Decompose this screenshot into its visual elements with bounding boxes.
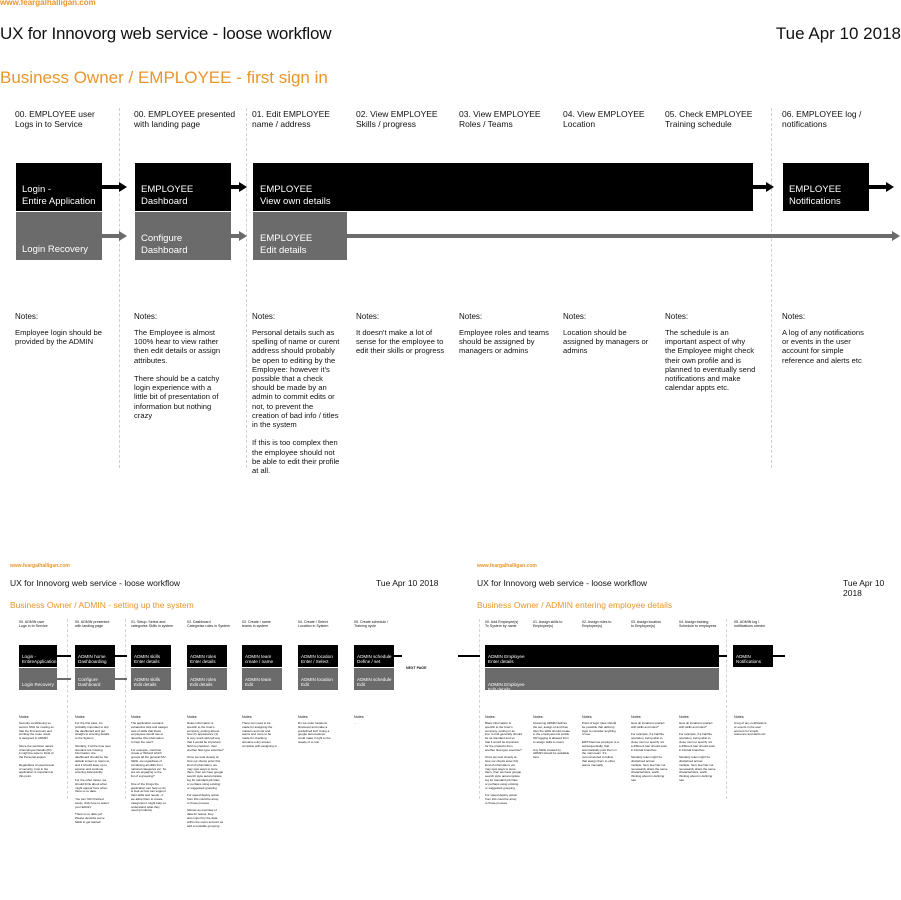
panel-note: Roles information is specific to the User's company, putting almost how it's appearance (1) is very stuck with tell any that it would be important field so practical - then another flow-type exercise? Once we look closely at how our clients enter this kind of information, we may spot ways to store them, then we have google search style autocomplete log for standard job titles or perhaps using existing or suggested grouping For speed deploy option from this could be array to those process SHows an overview of data for teams, they also import by the data within the users account as add a reusable grouping — [187, 721, 224, 828]
arrow-line — [458, 655, 480, 657]
step-header-landing: 00. EMPLOYEE presented with landing page — [134, 109, 236, 129]
panel-notes-heading: Notes: — [631, 715, 642, 719]
column-divider — [771, 108, 772, 468]
panel-notes-heading: Notes: — [679, 715, 690, 719]
panel-bar[interactable] — [485, 668, 719, 693]
panel-title: UX for Innovorg web service - loose workflow — [10, 578, 181, 588]
note-location: Location should be assigned by managers or admins — [563, 328, 649, 356]
panel-notes-heading: Notes: — [131, 715, 142, 719]
note-landing: The Employee is almost 100% hear to view rather then edit details or assign attributes. There should be a catchy login experience with a little bit of presentation of information but nothing crazy — [134, 328, 221, 420]
edit-details-bar-label: EMPLOYEE Edit details — [260, 233, 313, 256]
column-divider — [246, 108, 247, 468]
panel-step: 02. Dashboard Categorise roles in System — [187, 620, 230, 629]
panel-note: ... — [354, 721, 357, 725]
arrow-line — [57, 655, 71, 657]
arrow-line — [102, 185, 119, 189]
panel-bar[interactable] — [19, 668, 57, 690]
panel-bar[interactable] — [131, 645, 171, 667]
panel-bar-label: Login Recovery — [22, 682, 54, 687]
arrow-line — [102, 234, 119, 238]
notes-heading: Notes: — [252, 312, 276, 321]
document-date: Tue Apr 10 2018 — [775, 24, 901, 43]
step-header-notifications: 06. EMPLOYEE log / notifications — [782, 109, 862, 129]
panel-bar[interactable] — [485, 645, 719, 667]
panel-note: Security-conditioning so secure SSO for costing so that the first account and working the route result is assigned to ADMIN Since the sensitive nature of Employee Details (ID) it might be wise to think of the Personal aspect. Regardless of usual levels of security, trust in the application is important at this point. — [19, 721, 55, 779]
section-title: Business Owner / EMPLOYEE - first sign in — [0, 68, 328, 87]
login-recovery-bar[interactable] — [16, 212, 102, 260]
panel-notes-heading: Notes: — [19, 715, 30, 719]
panel-note: The application contains exhaustive lists and categor sets of skills that these employees would use to describe this information to help the user? For example, could we create a 'Wizard' which groups all the general DIV Skills, etc regardless of containing all skills from national categories etc. So are we engaging to the list of a grouping? One of the things the application can help us do is look at how can support their skills and needs - if we allow them to create categories it might help us understand what they need (products) — [131, 721, 169, 813]
login-bar[interactable] — [16, 163, 102, 211]
panel-bar[interactable] — [733, 645, 773, 667]
panel-step: 04. Create / Select Location in System — [298, 620, 329, 629]
notes-heading: Notes: — [356, 312, 380, 321]
notes-heading: Notes: — [459, 312, 483, 321]
panel-notes-heading: Notes: — [533, 715, 544, 719]
notes-heading: Notes: — [563, 312, 587, 321]
note-login: Employee login should be provided by the ADMIN — [15, 328, 102, 347]
panel-notes-heading: Notes: — [242, 715, 253, 719]
arrow-line — [347, 234, 892, 238]
arrow-line — [869, 185, 886, 189]
panel-bar-label: ADMIN Employee Enter details — [488, 654, 525, 665]
login-recovery-bar-label: Login Recovery — [22, 244, 89, 255]
panel-step: 00. ADMIN user Logs in to Service — [19, 620, 48, 629]
step-header-training: 05. Check EMPLOYEE Training schedule — [665, 109, 753, 129]
panel-notes-heading: Notes: — [75, 715, 86, 719]
notes-heading: Notes: — [665, 312, 689, 321]
view-details-bar-label: EMPLOYEE View own details — [260, 184, 331, 207]
notes-heading: Notes: — [782, 312, 806, 321]
panel-bar[interactable] — [298, 645, 338, 667]
panel-bar-label: ADMIN Employee Edit details — [488, 682, 525, 693]
panel-note: Point of logic roles should be possible that defining logic to consider anything of use. EDIT/Hermes employer is a subsequentially, that automatically puts them in the main team. It's recommended to follow that assign them to other teams manually — [582, 721, 619, 767]
panel-notes-heading: Notes: — [485, 715, 496, 719]
arrow-line — [394, 655, 402, 657]
arrow-line — [773, 655, 785, 657]
panel-section-title: Business Owner / ADMIN - setting up the system — [10, 600, 194, 610]
notes-heading: Notes: — [15, 312, 39, 321]
arrow-right-icon — [119, 231, 127, 241]
panel-admin-setup — [10, 563, 440, 900]
arrow-right-icon — [239, 182, 247, 192]
panel-bar-label: ADMIN schedule Edit — [357, 677, 392, 688]
panel-step: 01. Setup: Select and categorise Skills in system — [131, 620, 174, 629]
notes-heading: Notes: — [134, 312, 158, 321]
step-header-edit-name: 01. Edit EMPLOYEE name / address — [252, 109, 330, 129]
panel-step: 04. Assign training Schedule to employees — [679, 620, 717, 629]
arrow-line — [231, 185, 239, 189]
panel-step: 01. Assign skills to Employee(s) — [533, 620, 563, 629]
panel-bar-label: ADMIN Notifications — [736, 654, 762, 665]
panel-bar[interactable] — [187, 668, 227, 690]
panel-site-link[interactable]: www.feargalhalligan.com — [477, 563, 537, 569]
document-title: UX for Innovorg web service - loose workflow — [0, 24, 332, 43]
arrow-line — [115, 678, 127, 680]
panel-bar-label: Login - EntireApplication — [22, 654, 57, 665]
panel-bar[interactable] — [242, 645, 282, 667]
panel-bar-label: ADMIN team create / name — [245, 654, 274, 665]
note-notifications: A log of any notifications or events in the user account for simple reference and alerts etc — [782, 328, 864, 365]
edit-details-bar[interactable] — [253, 212, 347, 260]
panel-note: Assuming ADMIN defines the set, assign of and then then the skills should create in the employees list profile OR logging is allowed form to assign skills to users Any Skills created by ADMIN should be available here — [533, 721, 571, 760]
panel-bar[interactable] — [298, 668, 338, 690]
panel-step: 00. Add Employee(s) To System by name — [485, 620, 519, 629]
arrow-right-icon — [886, 182, 894, 192]
step-header-login: 00. EMPLOYEE user Logs in to Service — [15, 109, 95, 129]
dashboard-bar[interactable] — [135, 163, 231, 211]
panel-step: 03. Create / name teams in system — [242, 620, 271, 629]
panel-bar-label: ADMIN skills Enter details — [134, 654, 161, 665]
step-header-roles: 03. View EMPLOYEE Roles / Teams — [459, 109, 541, 129]
panel-step: 03. Assign location to Employee(s) — [631, 620, 661, 629]
arrow-line — [57, 678, 71, 680]
panel-note: How do locations interact with skills and roles? For example, if a hair/fire operation, being able to close room to specify not a different hair should work in Florida branches Similarly roles might be disciplined across multiple, here few hair not necessarily share the same characteristics, worth thinking about in defining role — [679, 721, 716, 782]
panel-date: Tue Apr 10 2018 — [376, 578, 439, 588]
panel-note: How do locations interact with skills and roles? For example, if a hair/fire operation, being able to close room to specify not a different hair should work in Florida branches Similarly roles might be disciplined across multiple, here few hair not necessarily share the same characteristics, worth thinking about in defining role — [631, 721, 668, 782]
panel-step: 02. Assign roles to Employee(s) — [582, 620, 612, 629]
panel-bar-label: ADMIN location Enter / Select — [301, 654, 333, 665]
panel-bar[interactable] — [75, 668, 115, 690]
panel-bar[interactable] — [354, 645, 394, 667]
panel-notes-heading: Notes: — [298, 715, 309, 719]
view-details-bar[interactable] — [253, 163, 753, 211]
arrow-right-icon — [119, 182, 127, 192]
column-divider — [726, 619, 727, 799]
panel-admin-employee — [455, 563, 901, 900]
panel-date: Tue Apr 10 2018 — [843, 578, 885, 598]
note-edit-name: Personal details such as spelling of name or curent address should probably be open to editing by the Employee: however it's possible that a check should be made by an admin to commit edits or not, to prevent the creation of bad info / titles in the system If this is too complex then the employee should not be able to edit their profile at all. — [252, 328, 340, 476]
column-divider — [479, 619, 480, 799]
panel-notes-heading: Notes: — [354, 715, 365, 719]
note-roles: Employee roles and teams should be assigned by managers or admins — [459, 328, 549, 356]
configure-dashboard-bar-label: Configure Dashboard — [141, 233, 188, 256]
panel-note: Do we order locations final-level and make a predefined list? Using a google auto-lookups could make it right to the steady of a cost — [298, 721, 331, 744]
panel-bar-label: ADMIN location Edit — [301, 677, 333, 688]
column-divider — [119, 108, 120, 468]
dashboard-bar-label: EMPLOYEE Dashboard — [141, 184, 194, 207]
panel-note: For the first case, it's probably important to slip the dashboard and get straight to entering details to the System Similarly, if at the time user domains are missing information, the dashboard should be the default screen to return to, and it should keep up to session and continue entering data quickly. For the other cases, we should think about what might appear here when there is no data. You can 'GIN finished setup, click here to select your Editors' There is no data yet! Please describe some Skills to get started' — [75, 721, 111, 824]
panel-bar-label: ADMIN roles Edit details — [190, 677, 217, 688]
panel-notes-heading: Notes: — [187, 715, 198, 719]
step-header-skills: 02. View EMPLOYEE Skills / progress — [356, 109, 438, 129]
panel-bar-label: ADMIN home Dashboarding — [78, 654, 107, 665]
notifications-bar-label: EMPLOYEE Notifications — [789, 184, 842, 207]
login-bar-label: Login - Entire Application — [22, 184, 96, 207]
panel-bar-label: Configure Dashboard — [78, 677, 101, 688]
panel-notes-heading: Notes: — [734, 715, 745, 719]
arrow-right-icon — [239, 231, 247, 241]
panel-bar[interactable] — [354, 668, 394, 690]
panel-bar[interactable] — [187, 645, 227, 667]
panel-step: 00. ADMIN presented with landing page — [75, 620, 110, 629]
panel-bar[interactable] — [131, 668, 171, 690]
configure-dashboard-bar[interactable] — [135, 212, 231, 260]
panel-bar[interactable] — [19, 645, 57, 667]
arrow-right-icon — [892, 231, 900, 241]
arrow-line — [753, 185, 766, 189]
panel-bar-label: ADMIN team Edit — [245, 677, 272, 688]
arrow-line — [115, 655, 127, 657]
step-header-location: 04. View EMPLOYEE Location — [563, 109, 645, 129]
note-skills: It doesn't make a lot of sense for the employee to edit their skills or progress — [356, 328, 445, 356]
arrow-right-icon — [766, 182, 774, 192]
panel-bar[interactable] — [242, 668, 282, 690]
panel-bar-label: ADMIN schedule Define / set — [357, 654, 392, 665]
arrow-line — [231, 234, 239, 238]
panel-title: UX for Innovorg web service - loose workflow — [477, 578, 648, 588]
panel-bar[interactable] — [75, 645, 115, 667]
site-link[interactable]: www.feargalhalligan.com — [0, 0, 96, 7]
panel-notes-heading: Notes: — [582, 715, 593, 719]
panel-note: Basic information is specific to the User's company, putting in an low, to find generally should be as standard and so that it would be important for the products from another flow-type exercise? Once we look closely at how our clients enter this kind of information, we may spot ways to store them, then we have google search style autocomplete log for standard job titles or perhaps using existing or suggested grouping For speed deploy option from this could be array to those process — [485, 721, 522, 805]
panel-bar-label: ADMIN skills Edit details — [134, 677, 161, 688]
panel-section-title: Business Owner / ADMIN entering employee details — [477, 600, 673, 610]
panel-step: 05. ADMIN log / notifications stream — [734, 620, 765, 629]
panel-site-link[interactable]: www.feargalhalligan.com — [10, 563, 70, 569]
arrow-line — [719, 655, 727, 657]
panel-bar-label: ADMIN roles Enter details — [190, 654, 217, 665]
note-training: The schedule is an important aspect of why the Employee might check their own profile and is planned to eventually send notifications and make calendar appts etc. — [665, 328, 756, 393]
notifications-bar[interactable] — [783, 163, 869, 211]
next-page-link[interactable]: NEXT PAGE — [406, 666, 427, 670]
panel-note: There can need to be made for assigning the masters and role and teams and more to be made for checking domains entry stream complete with assigning in — [242, 721, 278, 748]
panel-step: 05. Create schedule / Training cycle — [354, 620, 389, 629]
panel-note: A log of any notifications or events in the user account for simple reference and alerts etc — [734, 721, 767, 737]
